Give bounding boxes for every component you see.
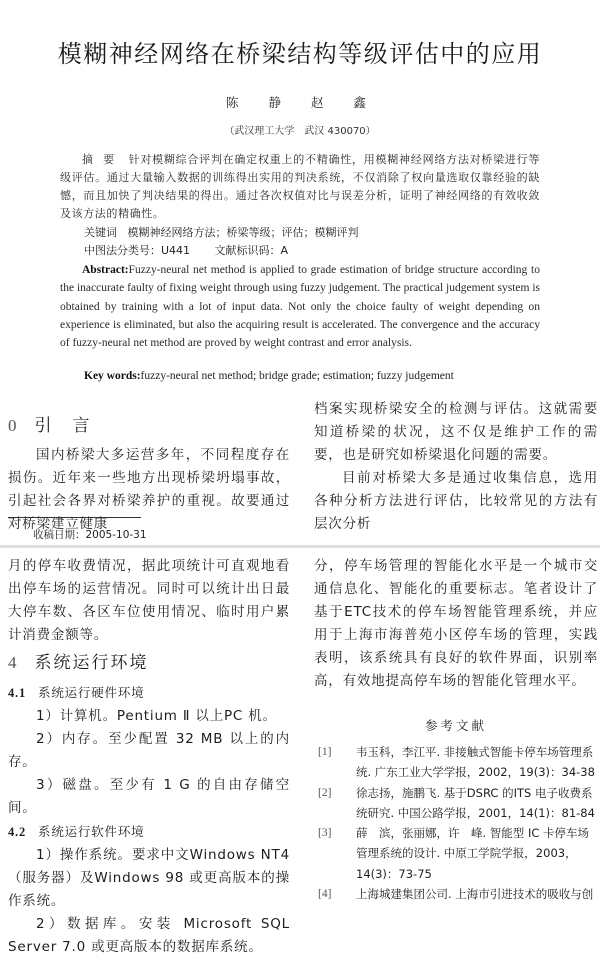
reference-item — [314, 823, 598, 884]
abstract-en — [60, 261, 540, 352]
classification — [84, 242, 288, 258]
page1-right-column — [314, 398, 598, 536]
keywords-en-text: fuzzy-neural net method; bridge grade; estimation; fuzzy judgement — [140, 370, 454, 382]
reference-item — [314, 783, 598, 824]
reference-number: [2] — [318, 786, 332, 799]
reference-number: [3] — [318, 827, 332, 840]
list-item: 3）磁盘。至少有 1 G 的自由存储空间。 — [8, 777, 290, 816]
footnote-divider — [8, 517, 141, 518]
section-number: 4 — [8, 653, 19, 672]
section-title: 引 言 — [34, 416, 92, 436]
paragraph: 目前对桥梁大多是通过收集信息，选用各种分析方法进行评估，比较常见的方法有层次分析 — [314, 470, 598, 532]
list-item: 1）操作系统。要求中文Windows NT4（服务器）及Windows 98 或更高版本的操作系统。 — [8, 847, 290, 909]
page2-left-column — [8, 555, 290, 959]
abstract-cn — [60, 151, 540, 223]
section-heading-4 — [8, 651, 290, 675]
classification-code: 中图法分类号：U441 — [84, 244, 191, 257]
reference-number: [4] — [318, 888, 332, 901]
keywords-cn — [84, 224, 359, 240]
paragraph: 分，停车场管理的智能化水平是一个城市交通信息化、智能化的重要标志。笔者设计了基于ETC技术的停车场智能管理系统，并应用于上海市海普苑小区停车场的管理，实践表明，该系统具有良好的软件界面，识别率高，有效地提高停车场的智能化管理水平。 — [314, 558, 598, 689]
references-heading: 参考文献 — [424, 718, 487, 733]
section-heading-0 — [8, 414, 290, 438]
list-item: 2）数据库。安装 Microsoft SQL Server 7.0 或更高版本的数据库系统。 — [8, 916, 290, 955]
subsection-title: 系统运行硬件环境 — [38, 685, 145, 700]
subsection-heading-4-1 — [8, 681, 290, 705]
reference-text: 韦玉科，李江平. 非接触式智能卡停车场管理系统. 广东工业大学学报，2002，19(3)：34-38 — [356, 745, 595, 780]
reference-text: 薛 滨，张丽娜，许 峰. 智能型 IC 卡停车场管理系统的设计. 中原工学院学报，2003，14(3)：73-75 — [356, 826, 590, 881]
section-number: 0 — [8, 416, 19, 435]
section-title: 系统运行环境 — [34, 653, 149, 673]
reference-text: 上海城建集团公司. 上海市引进技术的吸收与创 — [356, 887, 594, 902]
paragraph: 档案实现桥梁安全的检测与评估。这就需要知道桥梁的状况，这不仅是维护工作的需要，也是研究如桥梁退化问题的需要。 — [314, 401, 598, 463]
authors: 陈 静 赵 鑫 — [226, 95, 374, 110]
keywords-en-label: Key words: — [84, 370, 141, 382]
references-list — [314, 742, 598, 904]
list-item: 1）计算机。Pentium Ⅱ 以上PC 机。 — [36, 708, 277, 724]
document-code: 文献标识码：A — [214, 244, 289, 257]
page2-right-column — [314, 555, 598, 693]
reference-number: [1] — [318, 746, 332, 758]
reference-text: 徐志扬，施鹏飞. 基于DSRC 的ITS 电子收费系统研究. 中国公路学报，2001，14(1)：81-84 — [356, 785, 595, 820]
abstract-en-text: Fuzzy-neural net method is applied to grade estimation of bridge structure according to the inaccurate faulty of fixing weight through using fuzzy judgement. The practical judgement system is obtained by training with a lot of input data. Not only the choice faulty of weight depending on experience is eliminated, but also the acquiring result is accelerated. The convergence and the accuracy of fuzzy-neural net method are proved by weight contrast and error analysis. — [60, 264, 540, 350]
abstract-cn-text: 针对模糊综合评判在确定权重上的不精确性，用模糊神经网络方法对桥梁进行等级评估。通过大量输入数据的训练得出实用的判决系统，不仅消除了权向量选取仅靠经验的缺憾，而且加快了判决结果的得出。通过各次权值对比与误差分析，证明了神经网络的有效收敛及该方法的精确性。 — [60, 153, 541, 220]
affiliation: （武汉理工大学 武汉 430070） — [224, 126, 376, 137]
intro-paragraph: 国内桥梁大多运营多年，不同程度存在损伤。近年来一些地方出现桥梁坍塌事故，引起社会各界对桥梁养护的重视。故要通过对桥梁建立健康 — [8, 447, 290, 532]
reference-item — [314, 742, 598, 783]
subsection-title: 系统运行软件环境 — [38, 824, 145, 839]
keywords-en — [84, 370, 454, 382]
keywords-cn-text: 模糊神经网络方法；桥梁等级；评估；模糊评判 — [127, 226, 359, 239]
subsection-number: 4.2 — [8, 825, 27, 839]
paper-title: 模糊神经网络在桥梁结构等级评估中的应用 — [57, 40, 543, 68]
list-item: 2）内存。至少配置 32 MB 以上的内存。 — [8, 731, 290, 770]
paragraph: 月的停车收费情况，据此项统计可直观地看出停车场的运营情况。同时可以统计出日最大停车数、各区车位使用情况、临时用户累计消费金额等。 — [8, 558, 290, 643]
page-separator — [0, 545, 600, 548]
keywords-cn-label: 关键词 — [84, 226, 117, 239]
abstract-en-label: Abstract: — [82, 264, 129, 276]
abstract-cn-label: 摘要 — [82, 153, 125, 166]
reference-item — [314, 884, 598, 904]
received-date: 收稿日期：2005-10-31 — [33, 529, 147, 541]
subsection-number: 4.1 — [8, 686, 27, 700]
subsection-heading-4-2 — [8, 820, 290, 844]
